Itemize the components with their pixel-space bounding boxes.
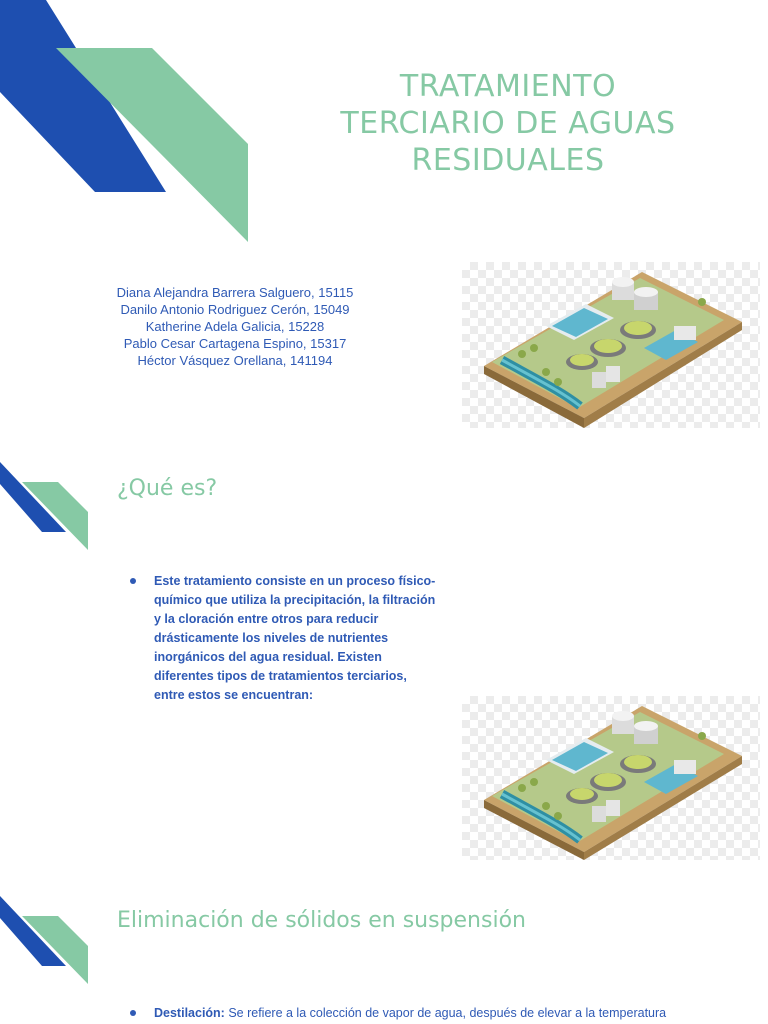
bullet-text: Este tratamiento consiste en un proceso físico-químico que utiliza la precipitación, la filtración y la cloración entre otros para reducir drásticamente los niveles de nutrientes inorgánicos del agua residual. Existen diferentes tipos de tratamientos terciarios, entre estos se encuentran: (154, 574, 436, 702)
plant-icon (462, 696, 760, 860)
decor-top-shapes (0, 0, 260, 250)
section-bullet-list (130, 1004, 750, 1023)
title-line-3: RESIDUALES (411, 143, 605, 178)
decor-section-shapes (0, 462, 92, 554)
bullet-dot-icon (130, 578, 136, 584)
bullet-list (130, 572, 440, 705)
author-name: Pablo Cesar Cartagena Espino, 15317 (123, 336, 347, 351)
title-line-1: TRATAMIENTO (399, 69, 617, 104)
page-title (300, 68, 716, 179)
author-list (40, 284, 430, 369)
decor-section-shapes (0, 896, 92, 988)
bullet-text: Se refiere a la colección de vapor de agua, después de elevar a la temperatura (224, 1006, 667, 1020)
bullet-term: Destilación: (154, 1006, 225, 1020)
author-name: Diana Alejandra Barrera Salguero, 15115 (116, 285, 354, 300)
section-bullet-list (130, 572, 440, 705)
section-heading-eliminacion: Eliminación de sólidos en suspensión (117, 908, 526, 933)
section-heading-que-es: ¿Qué es? (117, 476, 218, 501)
list-item (130, 572, 440, 705)
water-treatment-plant-illustration (462, 696, 760, 860)
author-name: Katherine Adela Galicia, 15228 (145, 319, 325, 334)
author-name: Danilo Antonio Rodriguez Cerón, 15049 (120, 302, 350, 317)
bullet-dot-icon (130, 1010, 136, 1016)
water-treatment-plant-illustration (462, 262, 760, 428)
title-line-2: TERCIARIO DE AGUAS (340, 106, 676, 141)
bullet-list (130, 1004, 750, 1023)
list-item (130, 1004, 750, 1023)
author-name: Héctor Vásquez Orellana, 141194 (137, 353, 333, 368)
plant-icon (462, 262, 760, 428)
